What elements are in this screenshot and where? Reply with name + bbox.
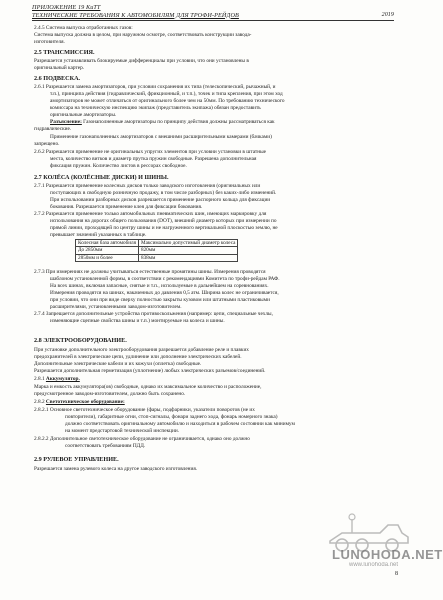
text-line: Марка и емкость аккумулятора(ов) свободные, однако их максимальное количество и расположение, <box>34 384 262 390</box>
table-header-cell: Колесная база автомобиля <box>76 240 139 247</box>
text-line: 2.7.2 Разрешается применение только автомобильных пневматических шин, имеющих маркировку для <box>34 211 267 217</box>
text-line: Разъяснение: Газонаполненные амортизаторы по принципу действия должны рассматриваться как <box>50 119 275 125</box>
text-line: превышает значений указанных в таблице. <box>50 232 147 238</box>
table-cell: 2850мм и более <box>76 254 139 261</box>
text-line: оригинальный картер. <box>34 65 85 71</box>
text-line: использования на дорогах общего пользования (DOT), внешний диаметр которых при измерении по <box>50 218 277 224</box>
text-line: прямой линии, проходящей по центру шины и не нагруженного вертикальной плоскостью землю, не <box>50 225 278 231</box>
table-cell: 838мм <box>138 254 237 261</box>
text-line: 2.8.2.2 Дополнительное светотехническое оборудование не ограничивается, однако оно должно <box>34 436 250 442</box>
text-line: фиксация пружин. Количество листов в рессорах свободное. <box>50 163 187 169</box>
text-line: гидравлические. <box>34 126 72 132</box>
header-rule <box>32 20 394 21</box>
text-line: Измерения проводятся на шинах, накаченных до давления 0,5 атм. Ширина колес не ограничивается, <box>50 290 279 296</box>
text-line: 2.7.1 Разрешается применение колесных дисков только заводского изготовления (оригинальных или <box>34 183 261 189</box>
text-line: оригинальные амортизаторы. <box>50 112 117 118</box>
text-line: 2.7.4 Запрещается дополнительные устройства противоскольжения (например: цепи, специальные чехлы, <box>34 311 273 317</box>
text-line: шаблоном установленной формы, в соответствии с рекомендациями Комитета по трофи-рейдам РАФ. <box>50 276 280 282</box>
table-header-cell: Максимально допустимый диаметр колеса <box>138 240 237 247</box>
subheading: Светотехническое оборудование: <box>45 399 125 405</box>
section-heading: 2.7 КОЛЁСА (КОЛЁСНЫЕ ДИСКИ) И ШИНЫ. <box>34 174 169 181</box>
page-number: 8 <box>395 571 398 577</box>
section-heading: 2.5 ТРАНСМИССИЯ. <box>34 49 95 56</box>
text-line: Разрешается дополнительная герметизация (уплотнение) любых электрических разъемов/соединений. <box>34 368 266 374</box>
text-line: поступающих в свободную розничную продажу, в том числе разборных) без каких-либо изменений. <box>50 190 277 196</box>
text-line: бокования. Разрешается применение клея для фиксации бокования. <box>50 204 203 210</box>
text-line: расширителями, установленными заводом-изготовителем. <box>50 304 182 310</box>
subheading: Разъяснение: <box>50 119 82 125</box>
text-line: амортизаторов не может отличаться от оригинального более чем на 50мм. По требованию технического <box>50 98 285 104</box>
table-header-row <box>76 240 238 247</box>
header-line-2: ТЕХНИЧЕСКИЕ ТРЕБОВАНИЯ К АВТОМОБИЛЯМ ДЛЯ ТРОФИ-РЕЙДОВ <box>32 11 239 19</box>
text-line: На всех шинах, включая запасные, снятые и т.п., используемые в дальнейшем на соревнованиях. <box>50 283 269 289</box>
text-line: места, количество витков и диаметр прутка пружин свободные. Разрешена дополнительная <box>50 156 257 162</box>
text-line: предусмотренное заводом-изготовителем, должно быть сохранено. <box>34 391 186 397</box>
text-line: При установке дополнительного электрооборудования разрешается добавление реле и плавких <box>34 347 249 353</box>
tyre-diameter-table <box>75 239 238 262</box>
section-heading: 2.9 РУЛЕВОЕ УПРАВЛЕНИЕ. <box>34 456 119 463</box>
section-heading: 2.8 ЭЛЕКТРООБОРУДОВАНИЕ. <box>34 337 127 344</box>
page-header <box>32 4 394 19</box>
header-year: 2019 <box>381 11 394 18</box>
text-line: Разрешается устанавливать блокируемые дифференциалы при условии, что они установлены в <box>34 58 249 64</box>
subheading: Аккумулятор. <box>45 376 80 382</box>
table-cell: 820мм <box>138 247 237 254</box>
text-line: должно соответствовать оригинальному автомобилю и находиться в рабочем состоянии как минимум <box>65 421 295 427</box>
watermark-url: www.lunohoda.net <box>349 562 399 568</box>
text-line: Дополнительные электрические кабели и их кожухи (оплетка) свободные. <box>34 361 202 367</box>
text-line: предохранителей в электрические цепи, удлинение или дополнение электрических кабелей. <box>34 354 242 360</box>
text-line: 2.6.1 Разрешается замена амортизаторов, при условии сохранения их типа (телескопический, рычажный, и <box>34 84 276 90</box>
text-line: 2.8.2 Светотехническое оборудование: <box>34 399 125 405</box>
text-line: При использовании разборных дисков разрешается применение распорного кольца для фиксации <box>50 197 271 203</box>
section-heading: 2.6 ПОДВЕСКА. <box>34 75 81 82</box>
text-line: Разрешается замена рулевого колеса на другое заводского изготовления. <box>34 466 198 472</box>
text-line: т.п.), принципа действия (гидравлический, фрикционный, и т.п.), точек и типа крепления, при этом ход <box>50 91 283 97</box>
text-line: 2.7.3 При измерениях не должны учитываться естественные промятины шины. Измерения проводятся <box>34 269 266 275</box>
text-line: изготовителя. <box>34 39 65 45</box>
text-line: изменяющие сцепные свойства шины и т.п.) монтируемые на колеса и шины. <box>50 318 225 324</box>
text-line: 2.6.2 Разрешается применение не оригинальных упругих элементов при условии установки в штатные <box>34 149 266 155</box>
text-line: 2.8.2.1 Основное светотехническое оборудование (фары, подфарники, указатели поворотов (не их <box>34 407 255 413</box>
table-cell: До 2850мм <box>76 247 139 254</box>
text-line: 2.4.5 Система выпуска отработанных газов: <box>34 25 133 31</box>
text-line: Применение газонаполненных амортизаторов с внешними расширительными камерами (бачками) <box>50 134 272 140</box>
text-line: комиссара на техническую инспекцию экипаж (представитель экипажа) обязан предоставить <box>50 105 261 111</box>
text-line: соответствовать требованиям ПДД. <box>65 443 146 449</box>
text-line: Система выпуска должна в целом, при наружном осмотре, соответствовать конструкции завода- <box>34 32 252 38</box>
text-line: запрещено. <box>34 141 60 147</box>
text-line: при условии, что они при виде сверху полностью закрыты кузовом или штатными пластиковыми <box>50 297 270 303</box>
header-line-1: ПРИЛОЖЕНИЕ 19 КиТТ <box>32 4 101 11</box>
text-line: 2.8.1 Аккумулятор. <box>34 376 80 382</box>
text-line: на момент предстартовой технической инспекции. <box>65 428 180 434</box>
table-row <box>76 254 238 261</box>
table-row <box>76 247 238 254</box>
watermark-text: LUNOHODA.NET <box>332 547 443 562</box>
text-line: повторители), габаритные огни, стоп-сигналы, фонари заднего хода, фонарь номерного знака) <box>65 414 278 420</box>
